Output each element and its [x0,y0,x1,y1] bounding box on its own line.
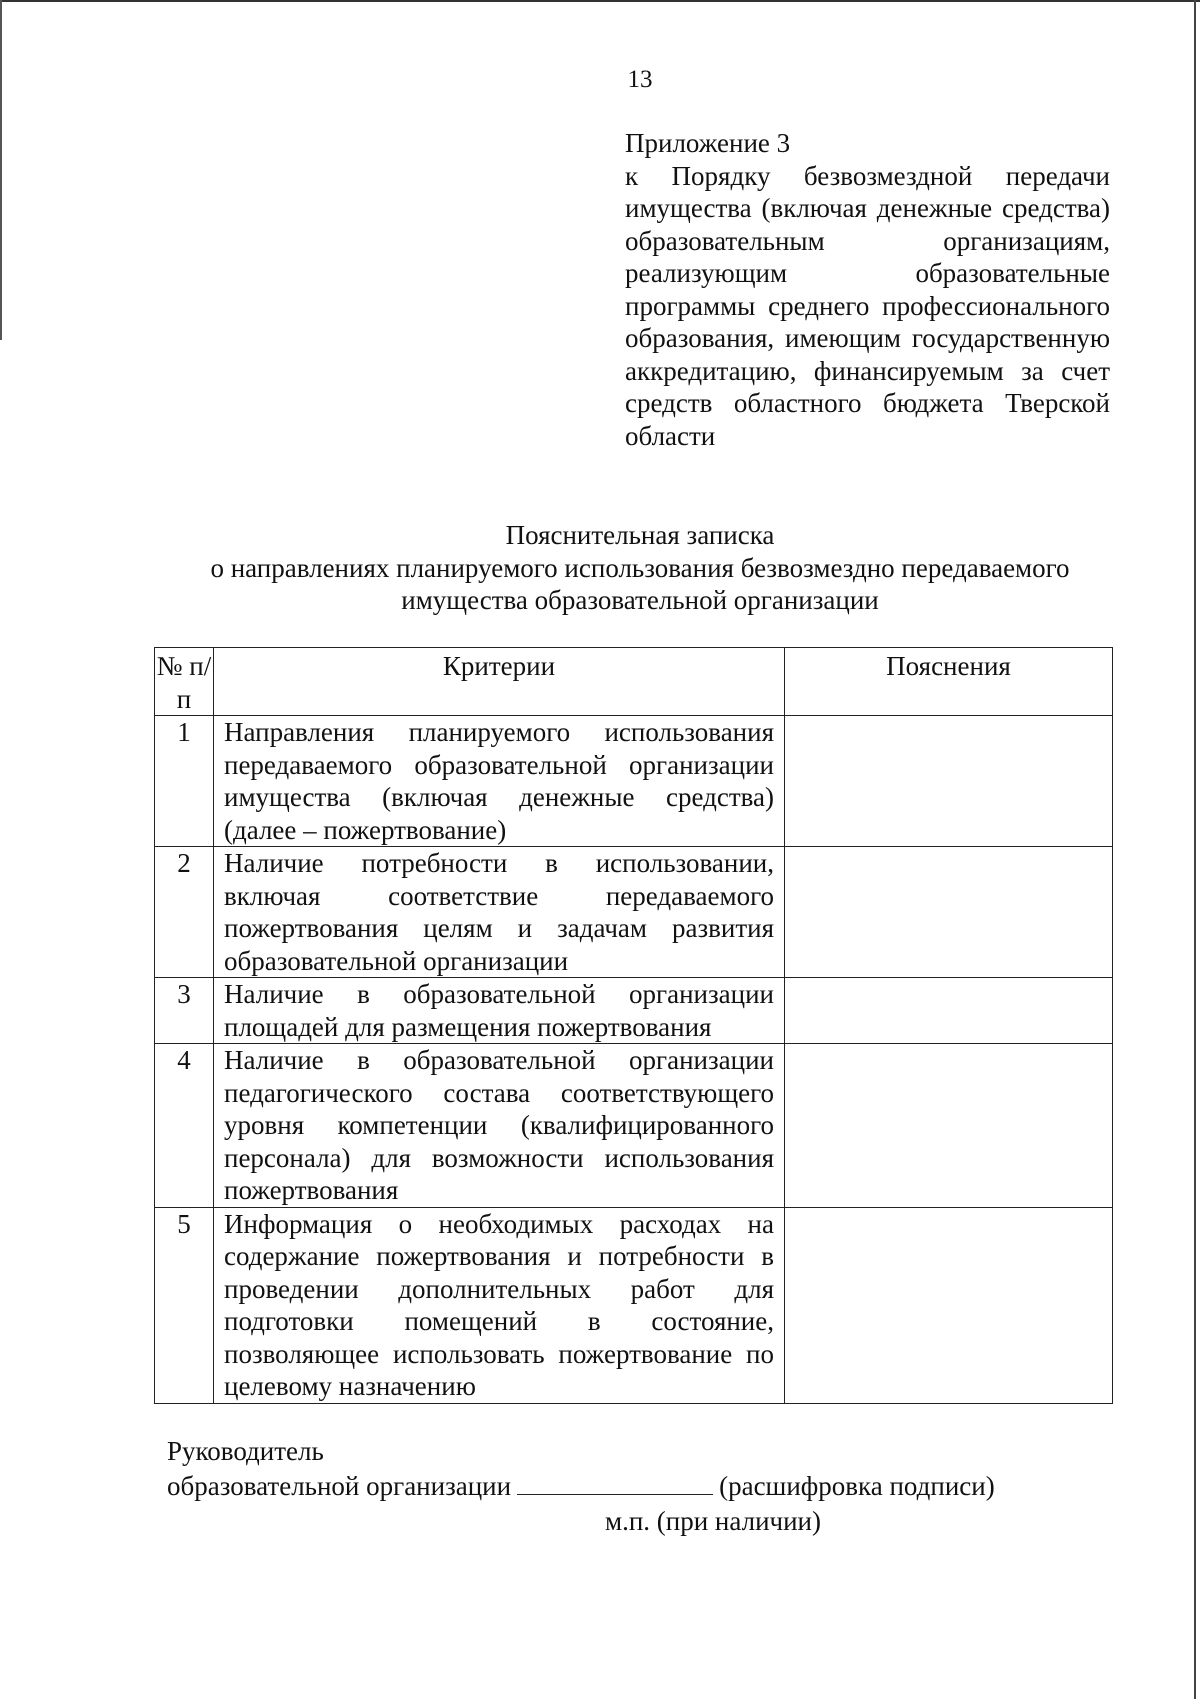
signature-role-line2-wrap [167,1469,1127,1504]
header-explanations: Пояснения [785,648,1113,716]
page-number: 13 [627,66,653,93]
table-row [155,847,1113,978]
signature-role-line1: Руководитель [167,1436,324,1466]
row-num: 4 [155,1044,214,1208]
header-criteria: Критерии [214,648,785,716]
row-num: 1 [155,716,214,847]
row-explanation [785,847,1113,978]
row-explanation [785,1044,1113,1208]
signature-decoding: (расшифровка подписи) [719,1471,995,1501]
note-subtitle-line1: о направлениях планируемого использования безвозмездно передаваемого [210,552,1070,583]
table-row [155,1207,1113,1403]
page-border-left [0,0,2,340]
row-criteria: Направления планируемого использования передаваемого образовательной организации имущества (включая денежные средства) (далее – пожертвование) [214,716,785,847]
row-explanation [785,978,1113,1044]
row-num: 5 [155,1207,214,1403]
stamp-note: м.п. (при наличии) [605,1506,821,1536]
annex-block [625,127,1110,452]
row-criteria: Информация о необходимых расходах на содержание пожертвования и потребности в проведении дополнительных работ для подготовки помещений в состояние, позволяющее использовать пожертвование по целевому назначению [214,1207,785,1403]
row-explanation [785,1207,1113,1403]
table-row [155,716,1113,847]
row-explanation [785,716,1113,847]
note-title: Пояснительная записка [505,520,775,550]
annex-body: к Порядку безвозмездной передачи имущества (включая денежные средства) образовательным организациям, реализующим образовательные программы среднего профессионального образования, имеющим государственную аккредитацию, финансируемым за счет средств областного бюджета Тверской области [625,160,1110,451]
row-criteria: Наличие в образовательной организации педагогического состава соответствующего уровня компетенции (квалифицированного персонала) для возможности использования пожертвования [214,1044,785,1208]
annex-title: Приложение 3 [625,128,791,158]
note-subtitle-line2: имущества образовательной организации [401,585,879,615]
row-criteria: Наличие в образовательной организации площадей для размещения пожертвования [214,978,785,1044]
table-header-row [155,648,1113,716]
row-criteria: Наличие потребности в использовании, включая соответствие передаваемого пожертвования целям и задачам развития образовательной организации [214,847,785,978]
row-num: 2 [155,847,214,978]
table-row [155,978,1113,1044]
header-num: № п/п [155,648,214,716]
criteria-table [154,647,1113,1404]
note-heading [130,519,1150,617]
page-border-top [0,0,1200,2]
signature-role-line2: образовательной организации [167,1471,512,1501]
signature-block [167,1434,1127,1539]
table-row [155,1044,1113,1208]
row-num: 3 [155,978,214,1044]
page-border-right [1194,0,1196,1699]
signature-line [517,1470,713,1495]
